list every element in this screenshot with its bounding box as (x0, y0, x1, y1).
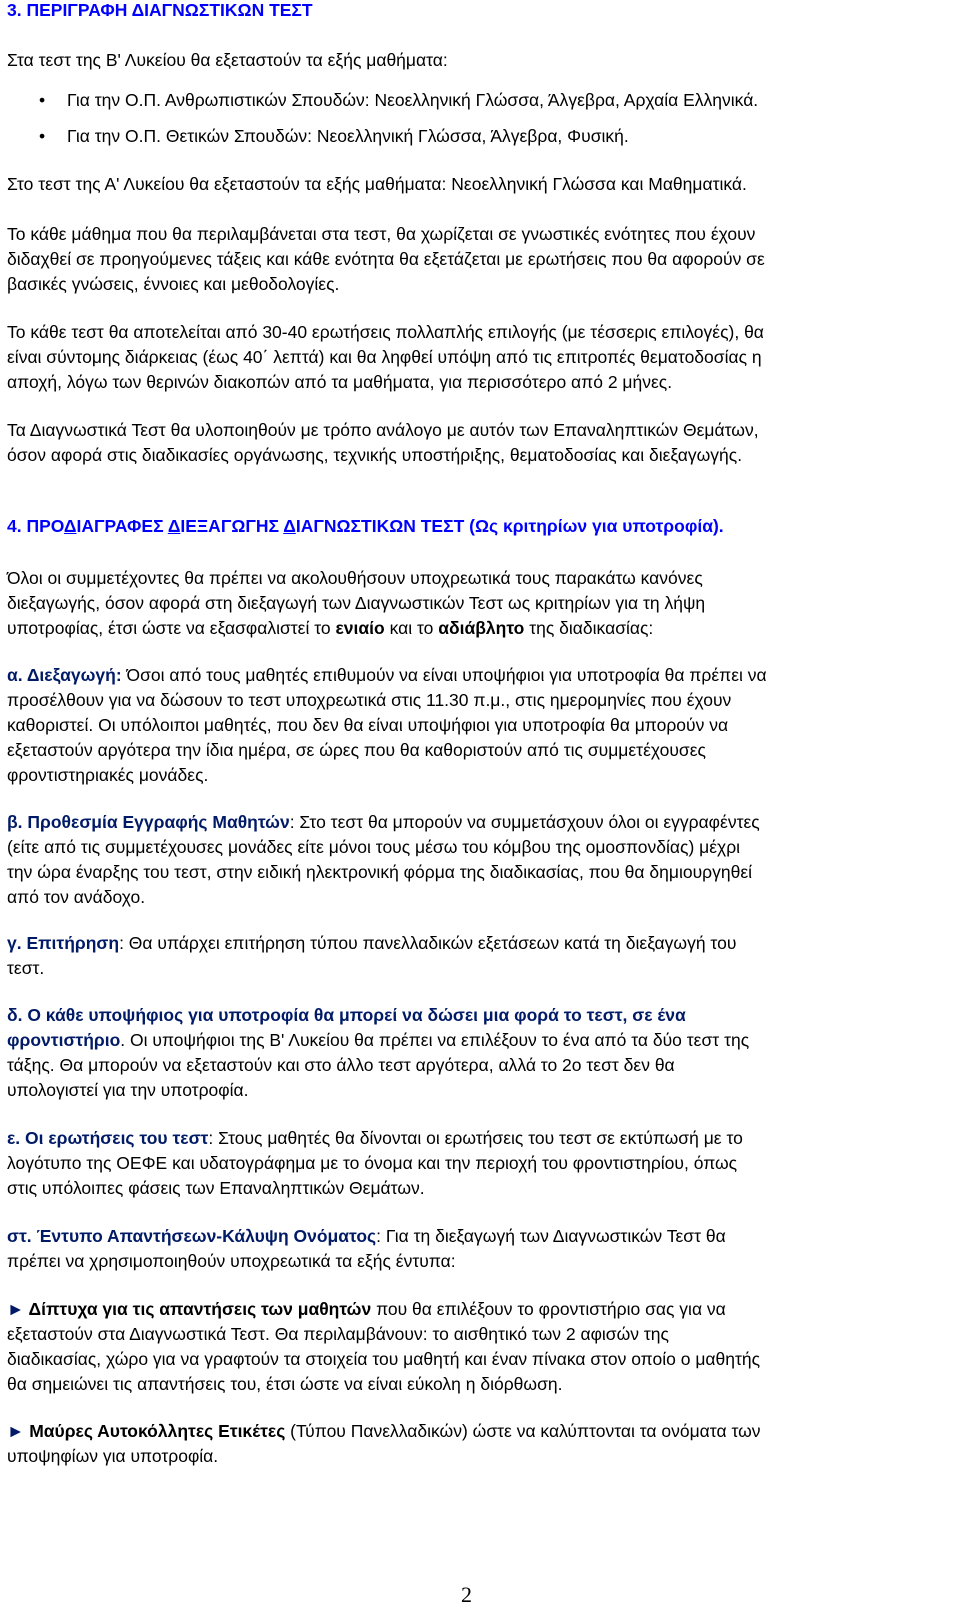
paragraph-line: Το κάθε τεστ θα αποτελείται από 30-40 ερωτήσεις πολλαπλής επιλογής (με τέσσερις επιλογές), θα (7, 322, 764, 342)
text-run: που θα επιλέξουν το φροντιστήριο σας για να (371, 1299, 726, 1319)
arrow-right-icon: ► (7, 1421, 25, 1441)
paragraph-line (7, 1126, 942, 1151)
paragraph-line: Το κάθε μάθημα που θα περιλαμβάνεται στα τεστ, θα χωρίζεται σε γνωστικές ενότητες που έχουν (7, 224, 756, 244)
item-label: Δίπτυχα για τις απαντήσεις των μαθητών (24, 1299, 372, 1319)
paragraph-line: την ώρα έναρξης του τεστ, στην ειδική ηλεκτρονική φόρμα της διαδικασίας, που θα δημιουργηθεί (7, 862, 753, 882)
paragraph-line: πρέπει να χρησιμοποιηθούν υποχρεωτικά τα εξής έντυπα: (7, 1251, 456, 1271)
paragraph-line: τεστ. (7, 958, 45, 978)
paragraph-line: είναι σύντομης διάρκειας (έως 40΄ λεπτά) και θα ληφθεί υπόψη από τις επιτροπές θεματοδοσίας η (7, 347, 762, 367)
paragraph-a-lykeiou: Στο τεστ της Α' Λυκείου θα εξεταστούν τα εξής μαθήματα: Νεοελληνική Γλώσσα και Μαθηματικά. (7, 174, 747, 194)
paragraph-line: Τα Διαγνωστικά Τεστ θα υλοποιηθούν με τρόπο ανάλογο με αυτόν των Επαναληπτικών Θεμάτων, (7, 420, 759, 440)
paragraph-line: διδαχθεί σε προηγούμενες τάξεις και κάθε ενότητα θα εξετάζεται με ερωτήσεις που θα αφορούν σε (7, 249, 765, 269)
rule-label: στ. Έντυπο Απαντήσεων-Κάλυψη Ονόματος (7, 1226, 377, 1246)
rule-a-diexagogi (7, 663, 942, 788)
text-run: Όσοι από τους μαθητές επιθυμούν να είναι υποψήφιοι για υποτροφία θα πρέπει να (121, 665, 767, 685)
paragraph-line (7, 1224, 942, 1249)
emphasis-enaio: ενιαίο (335, 618, 385, 638)
paragraph-line (7, 616, 942, 641)
paragraph-line: από τον ανάδοχο. (7, 887, 146, 907)
paragraph-erotiseis (7, 320, 942, 395)
paragraph-line (7, 931, 942, 956)
paragraph-line: θα σημειώνει τις απαντήσεις του, έτσι ώστε να είναι εύκολη η διόρθωση. (7, 1374, 563, 1394)
paragraph-line: όσον αφορά στις διαδικασίες οργάνωσης, τεχνικής υποστήριξης, θεματοδοσίας και διεξαγωγής. (7, 445, 743, 465)
text-run: υποτροφίας, έτσι ώστε να εξασφαλιστεί το (7, 618, 336, 638)
rule-c-epitirisi (7, 931, 942, 981)
paragraph-line: υπολογιστεί για την υποτροφία. (7, 1080, 249, 1100)
paragraph-line (7, 1003, 942, 1028)
paragraph-line: φροντιστηριακές μονάδες. (7, 765, 209, 785)
rule-st-entypo (7, 1224, 942, 1274)
rule-label: α. Διεξαγωγή: (7, 665, 122, 685)
paragraph-line: διεξαγωγής, όσον αφορά στη διεξαγωγή των Διαγνωστικών Τεστ ως κριτηρίων για τη λήψη (7, 593, 706, 613)
rule-label: β. Προθεσμία Εγγραφής Μαθητών (7, 812, 290, 832)
paragraph-enotites (7, 222, 942, 297)
heading-part: Δ (167, 516, 181, 536)
rule-d-mia-fora (7, 1003, 942, 1103)
item-diptyxa (7, 1297, 942, 1397)
section-4-intro (7, 566, 942, 641)
rule-b-prothesmia (7, 810, 942, 910)
rule-label: γ. Επιτήρηση (7, 933, 120, 953)
paragraph-line: τάξης. Θα μπορούν να εξεταστούν και στο άλλο τεστ αργότερα, αλλά το 2ο τεστ δεν θα (7, 1055, 675, 1075)
heading-part: ΙΑΓΝΩΣΤΙΚΩΝ ΤΕΣΤ (Ως κριτηρίων για υποτροφία). (295, 516, 724, 536)
paragraph-line: λογότυπο της ΟΕΦΕ και υδατογράφημα με το όνομα και την περιοχή του φροντιστηρίου, όπως (7, 1153, 738, 1173)
section-4-heading (7, 516, 724, 537)
paragraph-line: υποψηφίων για υποτροφία. (7, 1446, 219, 1466)
rule-label: ε. Οι ερωτήσεις του τεστ (7, 1128, 209, 1148)
paragraph-line (7, 1419, 942, 1444)
paragraph-ylopoiisi (7, 418, 942, 468)
rule-e-erotiseis (7, 1126, 942, 1201)
paragraph-line: διαδικασίας, χώρο για να γραφτούν τα στοιχεία του μαθητή και έναν πίνακα στον οποίο ο μαθητής (7, 1349, 761, 1369)
arrow-right-icon: ► (7, 1299, 25, 1319)
text-run: : Στο τεστ θα μπορούν να συμμετάσχουν όλοι οι εγγραφέντες (289, 812, 760, 832)
paragraph-line: προσέλθουν για να δώσουν το τεστ υποχρεωτικά στις 11.30 π.μ., στις ημερομηνίες που έχουν (7, 690, 732, 710)
paragraph-line: εξεταστούν στα Διαγνωστικά Τεστ. Θα περιλαμβάνουν: το αισθητικό των 2 αφισών της (7, 1324, 669, 1344)
text-run: : Στους μαθητές θα δίνονται οι ερωτήσεις του τεστ σε εκτύπωσή με το (208, 1128, 743, 1148)
heading-part: Δ (63, 516, 77, 536)
section-3-heading: 3. ΠΕΡΙΓΡΑΦΗ ΔΙΑΓΝΩΣΤΙΚΩΝ ΤΕΣΤ (7, 0, 313, 20)
list-item-text: Για την Ο.Π. Ανθρωπιστικών Σπουδών: Νεοελληνική Γλώσσα, Άλγεβρα, Αρχαία Ελληνικά. (67, 90, 759, 110)
paragraph-line: καθοριστεί. Οι υπόλοιποι μαθητές, που δεν θα είναι υποψήφιοι για υποτροφία θα μπορούν να (7, 715, 729, 735)
paragraph-line: βασικές γνώσεις, έννοιες και μεθοδολογίες. (7, 274, 340, 294)
bullet-icon: • (39, 126, 46, 146)
text-run: . Οι υποψήφιοι της Β' Λυκείου θα πρέπει να επιλέξουν το ένα από τα δύο τεστ της (120, 1030, 750, 1050)
paragraph-line (7, 1297, 942, 1322)
emphasis-adiavlito: αδιάβλητο (438, 618, 525, 638)
text-run: της διαδικασίας: (524, 618, 654, 638)
text-run: : Θα υπάρχει επιτήρηση τύπου πανελλαδικών εξετάσεων κατά τη διεξαγωγή του (119, 933, 737, 953)
heading-part: ΙΑΓΡΑΦΕΣ (76, 516, 168, 536)
heading-part: Δ (283, 516, 296, 536)
text-run: (Τύπου Πανελλαδικών) ώστε να καλύπτονται τα ονόματα των (285, 1421, 761, 1441)
rule-label: δ. Ο κάθε υποψήφιος για υποτροφία θα μπορεί να δώσει μια φορά το τεστ, σε ένα (7, 1005, 686, 1025)
page-number: 2 (461, 1582, 472, 1607)
item-etiketes (7, 1419, 942, 1469)
text-run: : Για τη διεξαγωγή των Διαγνωστικών Τεστ θα (376, 1226, 726, 1246)
text-run: και το (384, 618, 439, 638)
paragraph-line: στις υπόλοιπες φάσεις των Επαναληπτικών Θεμάτων. (7, 1178, 425, 1198)
paragraph-line (7, 1028, 942, 1053)
item-label: Μαύρες Αυτοκόλλητες Ετικέτες (24, 1421, 286, 1441)
rule-label: φροντιστήριο (7, 1030, 121, 1050)
paragraph-line: αποχή, λόγω των θερινών διακοπών από τα μαθήματα, για περισσότερο από 2 μήνες. (7, 372, 673, 392)
paragraph-line (7, 663, 942, 688)
list-item-text: Για την Ο.Π. Θετικών Σπουδών: Νεοελληνική Γλώσσα, Άλγεβρα, Φυσική. (67, 126, 629, 146)
paragraph-line: Όλοι οι συμμετέχοντες θα πρέπει να ακολουθήσουν υποχρεωτικά τους παρακάτω κανόνες (7, 568, 703, 588)
section-3-intro: Στα τεστ της Β' Λυκείου θα εξεταστούν τα εξής μαθήματα: (7, 50, 448, 70)
bullet-icon: • (39, 90, 46, 110)
paragraph-line (7, 810, 942, 835)
paragraph-line: εξεταστούν αργότερα την ίδια ημέρα, σε ώρες που θα καθοριστούν από τις συμμετέχουσες (7, 740, 706, 760)
heading-part: 4. ΠΡΟ (7, 516, 64, 536)
paragraph-line: (είτε από τις συμμετέχουσες μονάδες είτε μόνοι τους μέσω του κόμβου της ομοσπονδίας) μέχρι (7, 837, 741, 857)
heading-part: ΙΕΞΑΓΩΓΗΣ (180, 516, 284, 536)
